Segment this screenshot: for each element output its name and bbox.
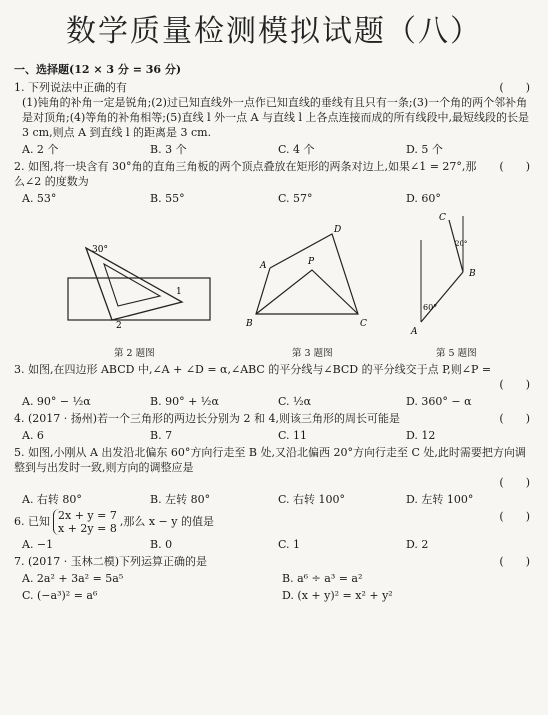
fig2-angle-2: 2 [116, 321, 122, 331]
q6-eq2: x + 2y = 8 [58, 522, 117, 535]
fig5-angle-60: 60° [423, 303, 438, 312]
option-d: D. 5 个 [406, 143, 443, 156]
q7-stem: 7. (2017 · 玉林二模)下列运算正确的是 [14, 555, 208, 568]
option-a: A. 6 [22, 429, 44, 442]
q6-equation-system [53, 509, 117, 535]
q6-stem-pre: 6. 已知 [14, 515, 50, 528]
section-heading: 一、选择题(12 × 3 分 = 36 分) [14, 63, 182, 76]
option-a: A. 53° [22, 192, 57, 205]
q6-eq1: 2x + y = 7 [58, 509, 117, 522]
q5-answer-bracket: ( ) [499, 476, 530, 489]
option-a: A. 90° − ½α [22, 395, 91, 408]
option-c: C. 1 [278, 538, 301, 551]
option-a: A. 2a² + 3a² = 5a⁵ [22, 572, 124, 585]
q2-options [14, 191, 536, 206]
option-d: D. 2 [406, 538, 429, 551]
fig3-label-b: B [246, 319, 253, 329]
q6-stem-post: ,那么 x − y 的值是 [119, 515, 214, 528]
fig3-label-a: A [260, 261, 267, 271]
page-title: 数学质量检测模拟试题（八） [66, 14, 482, 49]
q4-options [14, 428, 536, 443]
fig5-angle-20: 20° [455, 240, 468, 248]
fig5-label-a: A [411, 327, 418, 337]
figure-3-quadrilateral [240, 210, 390, 342]
q2-answer-bracket: ( ) [499, 160, 530, 173]
q3-stem: 3. 如图,在四边形 ABCD 中,∠A + ∠D = α,∠ABC 的平分线与∠BCD 的平分线交于点 P,则∠P = [14, 363, 492, 376]
question-6 [14, 509, 536, 552]
q7-answer-bracket: ( ) [499, 555, 530, 568]
q1-body: (1)钝角的补角一定是锐角;(2)过已知直线外一点作已知直线的垂线有且只有一条;(3)一个角的两个邻补角是对顶角;(4)等角的补角相等;(5)直线 l 外一点 A 与直线 l 上各点连接而成的所有线段中,最短线段的长是 3 cm,则点 A 到直线 l 的距离是 3 cm. [22, 96, 530, 139]
option-c: C. 4 个 [278, 143, 315, 156]
option-a: A. 右转 80° [22, 493, 82, 506]
option-d: D. 60° [406, 192, 441, 205]
option-d: D. 左转 100° [406, 493, 474, 506]
fig3-label-c: C [360, 319, 367, 329]
option-b: B. 55° [150, 192, 185, 205]
option-b: B. 0 [150, 538, 173, 551]
question-7 [14, 554, 536, 603]
q5-stem: 5. 如图,小刚从 A 出发沿北偏东 60°方向行走至 B 处,又沿北偏西 20°方向行走至 C 处,此时需要把方向调整到与出发时一致,则方向的调整应是 [14, 446, 526, 474]
option-c: C. ½α [278, 395, 312, 408]
caption-fig3: 第 3 题图 [292, 348, 333, 359]
question-2 [14, 159, 536, 206]
caption-fig5: 第 5 题图 [436, 348, 477, 359]
fig2-angle-1: 1 [176, 287, 182, 297]
q7-options [14, 571, 536, 603]
q4-stem: 4. (2017 · 扬州)若一个三角形的两边长分别为 2 和 4,则该三角形的周长可能是 [14, 412, 401, 425]
option-c: C. 11 [278, 429, 308, 442]
q3-options [14, 394, 536, 409]
option-d: D. 12 [406, 429, 436, 442]
option-c: C. (−a³)² = a⁶ [22, 589, 98, 602]
option-b: B. 3 个 [150, 143, 187, 156]
option-b: B. 90° + ½α [150, 395, 219, 408]
question-3 [14, 362, 536, 409]
question-5 [14, 445, 536, 507]
option-b: B. 左转 80° [150, 493, 211, 506]
fig2-angle-30: 30° [92, 245, 108, 255]
option-a: A. −1 [22, 538, 54, 551]
q4-answer-bracket: ( ) [499, 412, 530, 425]
q6-options [14, 537, 536, 552]
q1-options [14, 142, 536, 157]
q3-answer-bracket: ( ) [499, 378, 530, 391]
fig3-label-d: D [334, 225, 342, 235]
q5-options [14, 492, 536, 507]
option-c: C. 57° [278, 192, 313, 205]
fig5-label-b: B [469, 269, 476, 279]
option-b: B. 7 [150, 429, 173, 442]
option-d: D. 360° − α [406, 395, 472, 408]
option-b: B. a⁶ ÷ a³ = a² [282, 572, 363, 585]
figure-2-triangle-ruler [64, 210, 214, 342]
figure-5-path [399, 210, 509, 342]
fig3-label-p: P [308, 257, 315, 267]
q6-answer-bracket: ( ) [499, 510, 530, 523]
figures-row [14, 210, 536, 360]
q2-stem: 2. 如图,将一块含有 30°角的直角三角板的两个顶点叠放在矩形的两条对边上,如果∠1 = 27°,那么∠2 的度数为 [14, 160, 477, 188]
exam-body [14, 62, 536, 603]
question-4 [14, 411, 536, 443]
option-d: D. (x + y)² = x² + y² [282, 589, 393, 602]
option-a: A. 2 个 [22, 143, 59, 156]
fig5-label-c: C [439, 213, 446, 223]
question-1 [14, 80, 536, 157]
q1-answer-bracket: ( ) [499, 81, 530, 94]
caption-fig2: 第 2 题图 [114, 348, 155, 359]
option-c: C. 右转 100° [278, 493, 346, 506]
q1-stem: 1. 下列说法中正确的有 [14, 81, 127, 94]
